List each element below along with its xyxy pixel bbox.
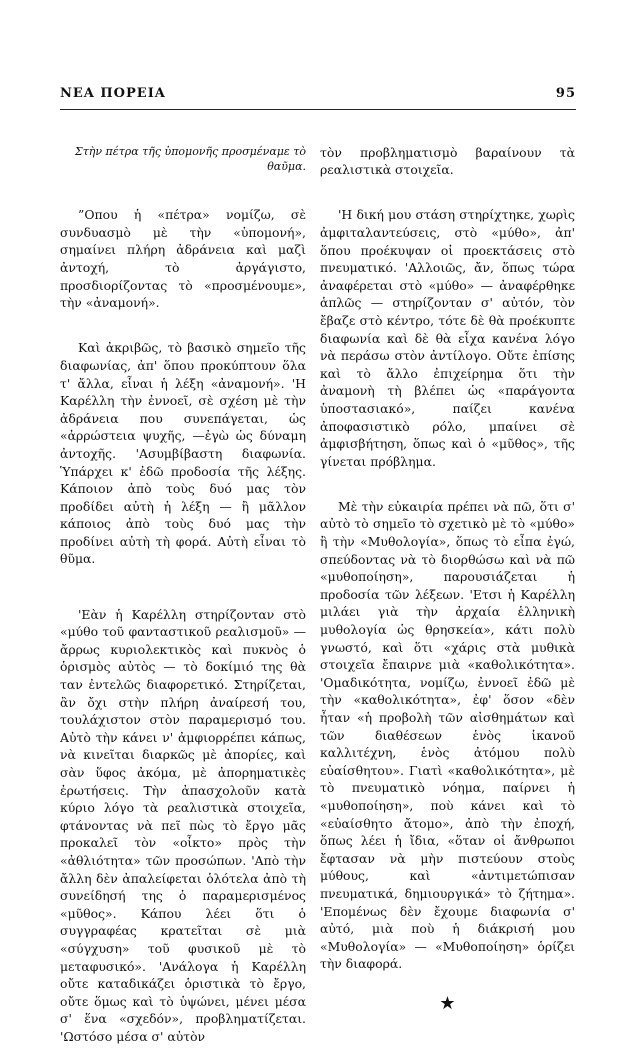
right-column: [320, 126, 575, 1030]
journal-title: ΝΕΑ ΠΟΡΕΙΑ: [60, 86, 166, 101]
page-number: 95: [555, 86, 576, 101]
paragraph: 'Η δική μου στάση στηρίχτηκε, χωρὶς ἀμφιταλαντεύσεις, στὸ «μύθο», ἀπ' ὅπου προέκυψαν οἱ προεκτάσεις στὸ πνευματικό. 'Αλλοιῶς, ἄν, ὅπως τώρα ἀναφέρεται στὸ «μύθο» — ἀναφέρθηκε ἁπλῶς — στηρίζονταν σ' αὐτόν, τὸν ἔβαζε στὸ κέντρο, τότε δὲ θὰ προέκυπτε διαφωνία καὶ δὲ θὰ εἶχα κανένα λόγο νὰ περάσω στὸν ἀντίλογο. Οὔτε ἐπίσης καὶ τὸ ἄλλο ἐπιχείρημα ὅτι τὴν ἀναμονὴ τὴ βλέπει ὡς «παράγοντα ὑποστασιακό», παίζει κανένα ἀποφασιστικὸ ρόλο, μπαίνει σὲ ἀμφισβήτηση, ὅπως καὶ ὁ «μῦθος», τῆς γίνεται πρόβλημα.: [320, 207, 575, 469]
paragraph: ”Οπου ἡ «πέτρα» νομίζω, σὲ συνδυασμὸ μὲ τὴν «ὑπομονή», σημαίνει πλήρη ἀδράνεια καὶ μαζὶ ἀντοχή, τὸ ἀργάγιστο, προσδιορίζοντας τὸ «προσμένουμε», τὴν «ἀναμονή».: [60, 207, 306, 311]
left-column: [60, 126, 306, 1063]
paragraph: Καὶ ἀκριβῶς, τὸ βασικὸ σημεῖο τῆς διαφωνίας, ἀπ' ὅπου προκύπτουν ὅλα τ' ἄλλα, εἶναι ἡ λέξη «ἀναμονή». 'Η Καρέλλη τὴν ἐννοεῖ, σὲ σχέση μὲ τὴν ἀδράνεια που συνεπάγεται, ὡς «ἀρρώστεια ψυχῆς, —ἐγὼ ὡς δύναμη ἀντοχῆς. 'Ασυμβίβαστη διαφωνία. Ὑπάρχει κ' ἐδῶ προδοσία τῆς λέξης. Κάποιον ἀπὸ τοὺς δυό μας τὸν προδίδει αὐτὴ ἡ λέξη — ἢ μᾶλλον κάποιος ἀπὸ τοὺς δυό μας τὴν προδίνει αὐτὴ τὴ φορά. Αὐτὴ εἶναι τὸ θῦμα.: [60, 340, 306, 567]
end-star-icon: ★: [439, 992, 456, 1014]
paragraph-continuation: τὸν προβληματισμὸ βαραίνουν τὰ ρεαλιστικὰ στοιχεῖα.: [320, 144, 575, 178]
epigraph: Στὴν πέτρα τῆς ὑπομονῆς προσμέναμε τὸ θαῦμα.: [74, 144, 306, 174]
paragraph: 'Εὰν ἡ Καρέλλη στηρίζονταν στὸ «μύθο τοῦ φανταστικοῦ ρεαλισμοῦ» —ἄρρως κυριολεκτικὸς καὶ πυκνὸς ὁ ὁρισμὸς αὐτὸς — τὸ δοκίμιό της θὰ ταν ἐντελῶς διαφορετικό. Στηρίζεται, ἂν ὄχι στὴν πλήρη ἀναίρεσή του, τουλάχιστον στὸν παραμερισμό του. Αὐτὸ τὴν κάνει ν' ἀμφιορρέπει κάπως, νὰ κινεῖται διαρκῶς μὲ ἀπορίες, καὶ σὰν ὕφος ἀκόμα, μὲ ἀπορηματικὲς ἐρωτήσεις. Τὴν ἀπασχολοῦν κατὰ κύριο λόγο τὰ ρεαλιστικὰ στοιχεῖα, φτάνοντας νὰ πεῖ πὼς τὸ ἔργο μᾶς προκαλεῖ τὸν «οἶκτο» πρὸς τὴν «ἀθλιότητα» τῶν προσώπων. 'Απὸ τὴν ἄλλη δὲν ἀπαλείφεται ὁλότελα ἀπὸ τὴ συνείδησή της ὁ παραμερισμένος «μῦθος». Κάπου λέει ὅτι ὁ συγγραφέας κρατεῖται σὲ μιὰ «σύγχυση» τοῦ φυσικοῦ μὲ τὸ μεταφυσικό». 'Ανάλογα ἡ Καρέλλη οὔτε καταδικάζει ὁριστικὰ τὸ ἔργο, οὔτε ὅμως καὶ τὸ ὑψώνει, μένει μέσα σ' ἕνα «σχεδόν», προβληματίζεται. 'Ωστόσο μέσα σ' αὐτὸν: [60, 606, 306, 1044]
running-header: [60, 86, 576, 101]
paragraph: Μὲ τὴν εὐκαιρία πρέπει νὰ πῶ, ὅτι σ' αὐτὸ τὸ σημεῖο τὸ σχετικὸ μὲ τὸ «μύθο» ἢ τὴν «Μυθολογία», ὅπως τὸ εἶπα ἐγώ, σπεύδοντας νὰ τὸ διορθώσω καὶ νὰ πῶ «μυθοποίηση», παρουσιάζεται ἡ προδοσία τῶν λέξεων. 'Ετσι ἡ Καρέλλη μιλάει γιὰ τὴν ἀρχαία ἑλληνικὴ μυθολογία ὡς θρησκεία», κάτι πολὺ γνωστό, καὶ ὅτι «χάρις στὰ μυθικὰ στοιχεῖα ἔπαιρνε μιὰ «καθολικότητα». 'Ομαδικότητα, νομίζω, ἐννοεῖ ἐδῶ μὲ τὴν «καθολικότητα», ἐφ' ὅσον «δὲν ἦταν «ἡ προβολὴ τῶν αἰσθημάτων καὶ τῶν διαθέσεων ἑνὸς ἱκανοῦ καλλιτέχνη, ἑνὸς ἀτόμου πολὺ εὐαίσθητου». Γιατὶ «καθολικότητα», μὲ τὸ πνευματικὸ νόημα, παίρνει ἡ «μυθοποίηση», ποὺ κάνει καὶ τὸ «εὐαίσθητο ἄτομο», ἀπὸ τὴν ἐποχή, ὅπως λέει ἡ ἴδια, «ὅταν οἱ ἄνθρωποι ἔφτασαν νὰ μὴν πιστεύουν στοὺς μύθους, καὶ «ἀντιμετώπισαν πνευματικά, δημιουργικά» τὸ ζήτημα». 'Επομένως δὲν ἔχουμε διαφωνία σ' αὐτό, μιὰ ποὺ ἡ διάκρισή μου «Μυθολογία» — «Μυθοποίηση» ὁρίζει τὴν διαφορά.: [320, 498, 575, 972]
header-rule: [60, 109, 576, 110]
